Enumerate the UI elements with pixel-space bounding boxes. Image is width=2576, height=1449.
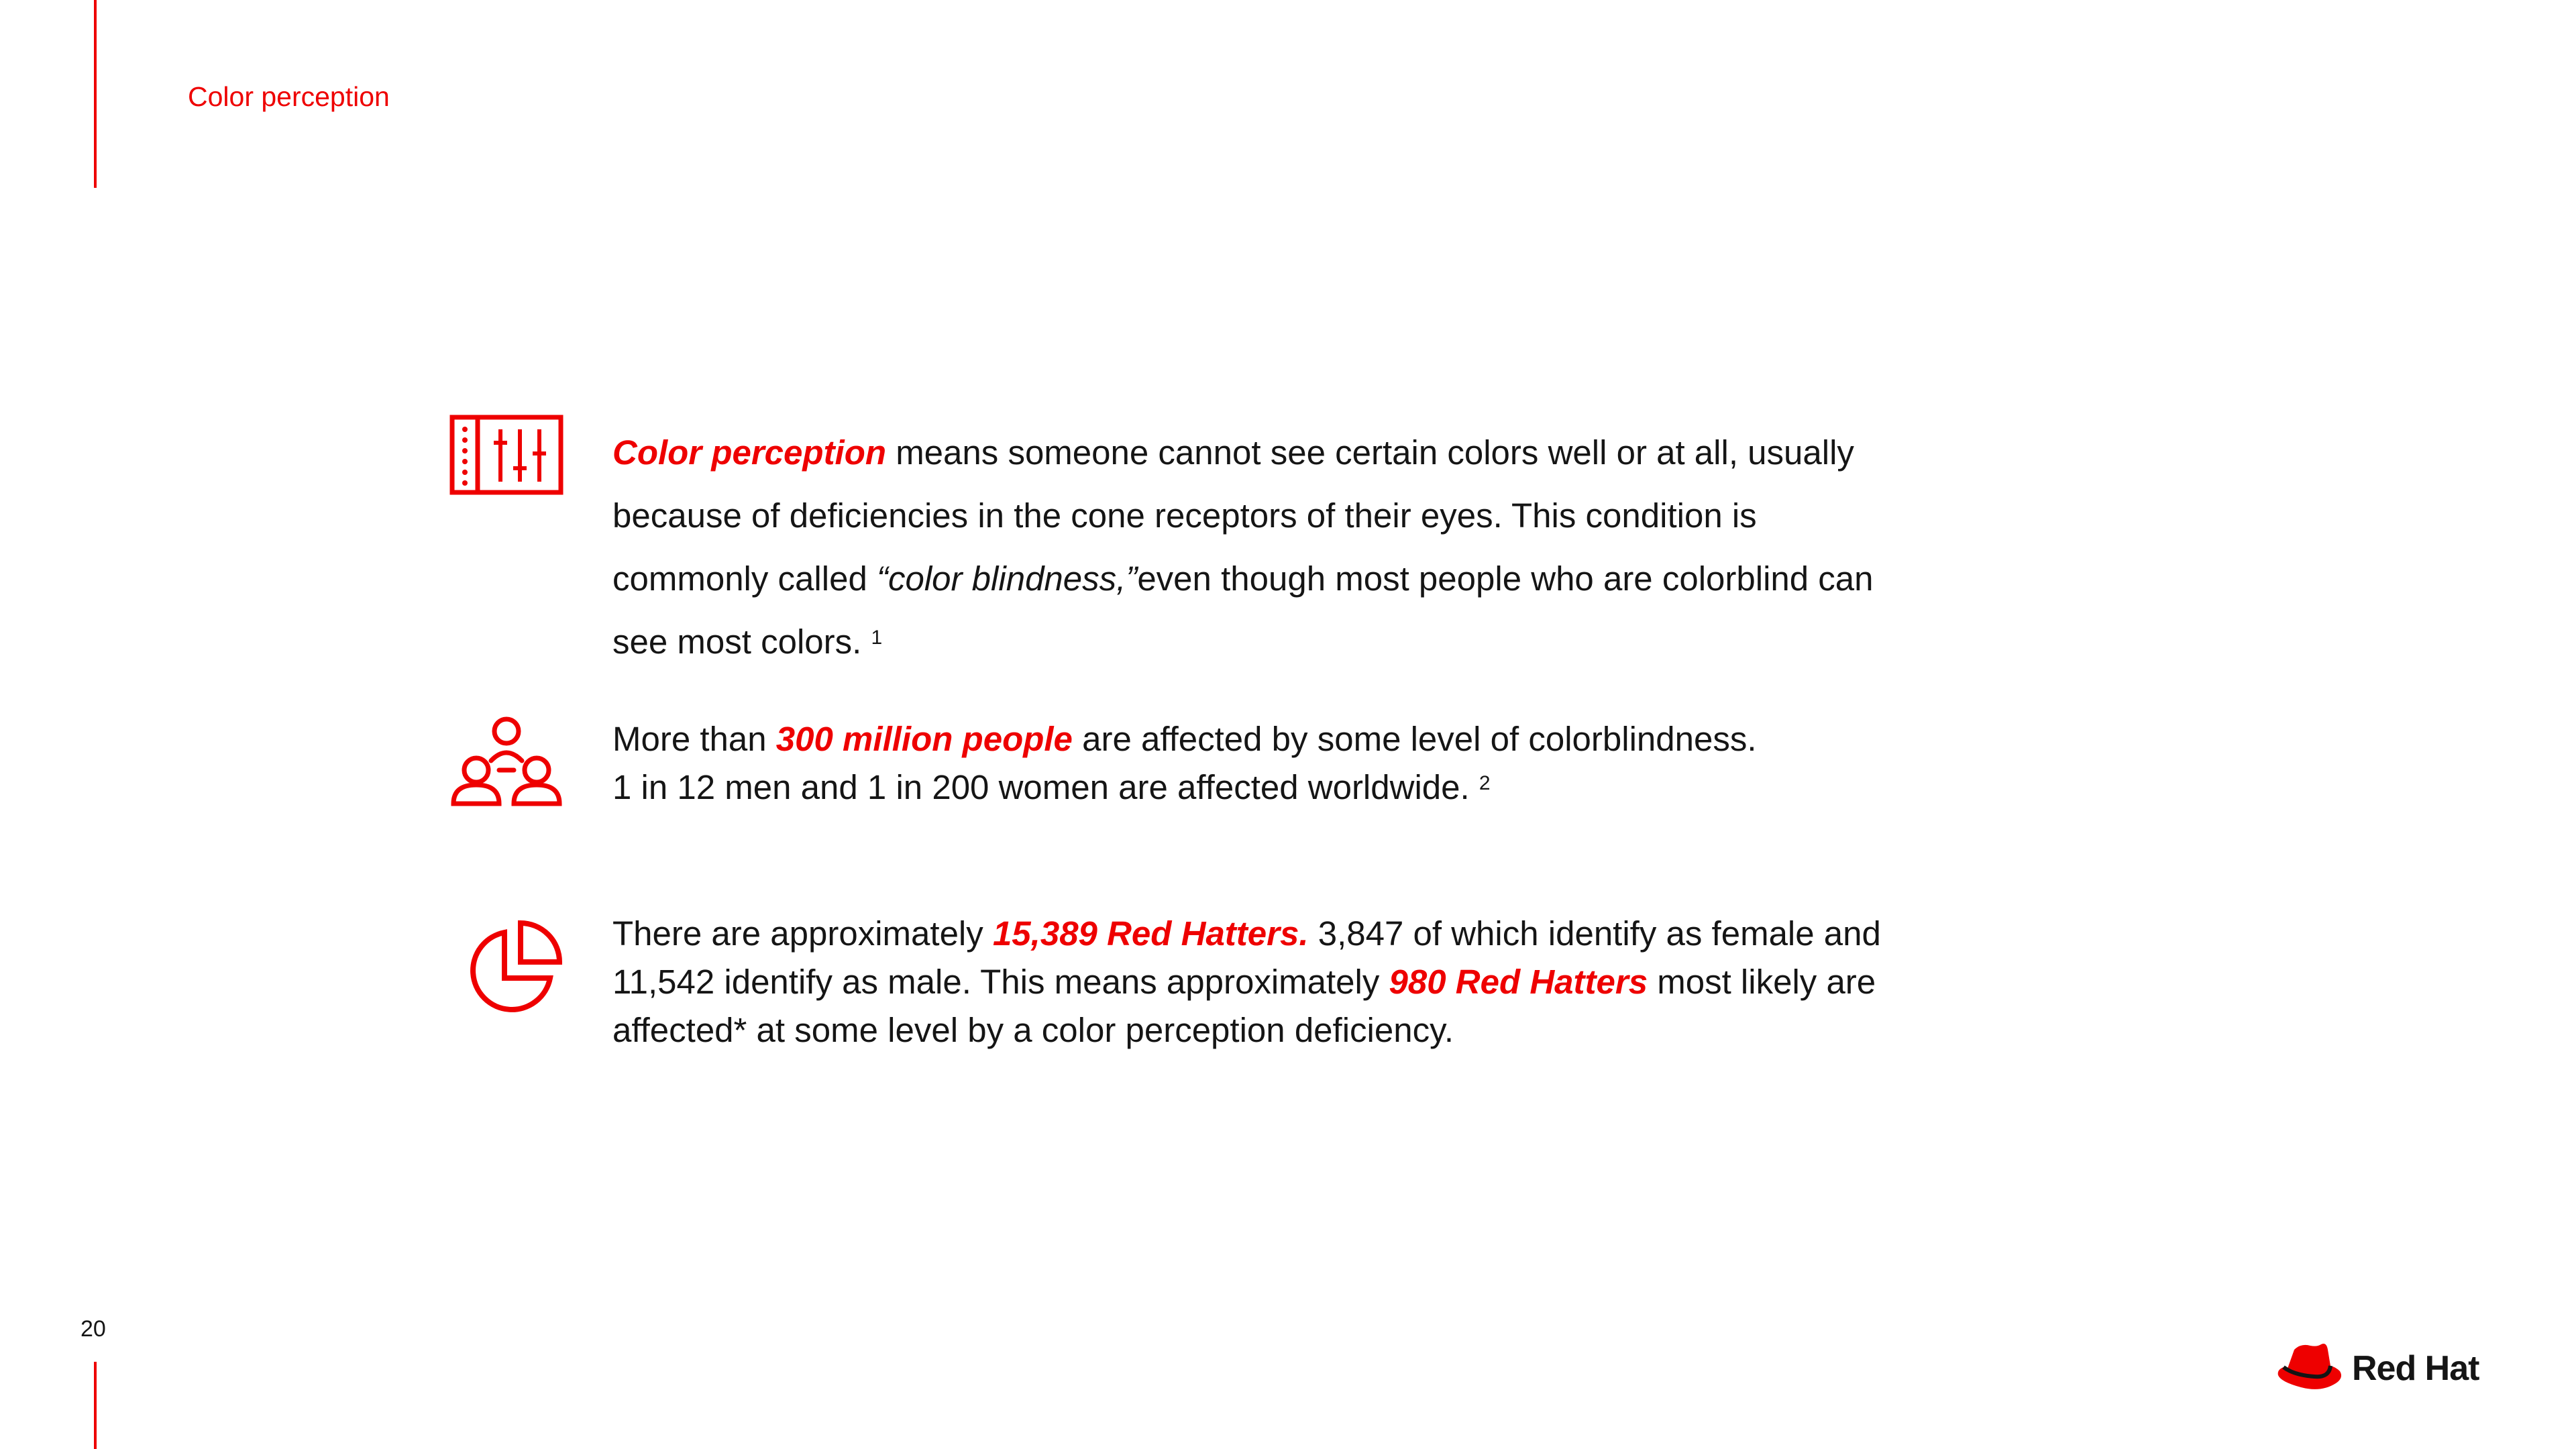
red-hat-line-2-start: 11,542 identify as male. This means approximately — [612, 963, 1389, 1001]
definition-line-2: because of deficiencies in the cone receptors of their eyes. This condition is — [612, 496, 1757, 535]
red-hat-line-2-end: most likely are — [1648, 963, 1876, 1001]
page-number: 20 — [80, 1316, 106, 1342]
statistics-line-2-text: 1 in 12 men and 1 in 200 women are affected worldwide. — [612, 768, 1479, 806]
footnote-1: 1 — [871, 627, 883, 649]
people-group-icon — [449, 715, 564, 809]
red-hat-logo — [2274, 1342, 2479, 1395]
definition-paragraph — [612, 421, 1968, 674]
definition-line-1 — [612, 421, 1968, 484]
brand-name: Red Hat — [2352, 1349, 2479, 1388]
section-title: Color perception — [188, 81, 390, 112]
top-accent-line — [94, 0, 97, 188]
statistics-line-1-end: are affected by some level of colorblindness. — [1072, 720, 1757, 758]
red-hat-line-2 — [612, 958, 1968, 1006]
definition-line-3 — [612, 547, 1968, 610]
red-hat-paragraph — [612, 910, 1968, 1055]
color-blindness-italic: “color blindness,” — [876, 559, 1138, 598]
980-red-hatters-emphasis: 980 Red Hatters — [1389, 963, 1648, 1001]
statistics-line-1-start: More than — [612, 720, 776, 758]
definition-line-4-text: see most colors. — [612, 623, 871, 661]
red-hat-line-1 — [612, 910, 1968, 958]
sliders-icon — [449, 415, 564, 495]
statistics-paragraph — [612, 715, 1968, 812]
statistics-line-1 — [612, 715, 1968, 763]
footnote-2: 2 — [1479, 772, 1491, 794]
color-perception-emphasis: Color perception — [612, 433, 887, 472]
statistics-line-2 — [612, 763, 1968, 812]
red-hat-line-1-end: 3,847 of which identify as female and — [1308, 914, 1881, 953]
300-million-emphasis: 300 million people — [775, 720, 1073, 758]
15389-red-hatters-emphasis: 15,389 Red Hatters. — [992, 914, 1309, 953]
definition-line-3-end: even though most people who are colorblind can — [1137, 559, 1874, 598]
definition-line-3-start: commonly called — [612, 559, 877, 598]
definition-line-4 — [612, 610, 1968, 674]
definition-line-1-text: means someone cannot see certain colors well or at all, usually — [886, 433, 1854, 472]
bottom-accent-line — [94, 1362, 97, 1449]
red-hat-fedora-icon — [2274, 1340, 2344, 1397]
red-hat-line-1-start: There are approximately — [612, 914, 993, 953]
red-hat-line-3: affected* at some level by a color perception deficiency. — [612, 1011, 1454, 1049]
pie-chart-icon — [463, 919, 564, 1020]
